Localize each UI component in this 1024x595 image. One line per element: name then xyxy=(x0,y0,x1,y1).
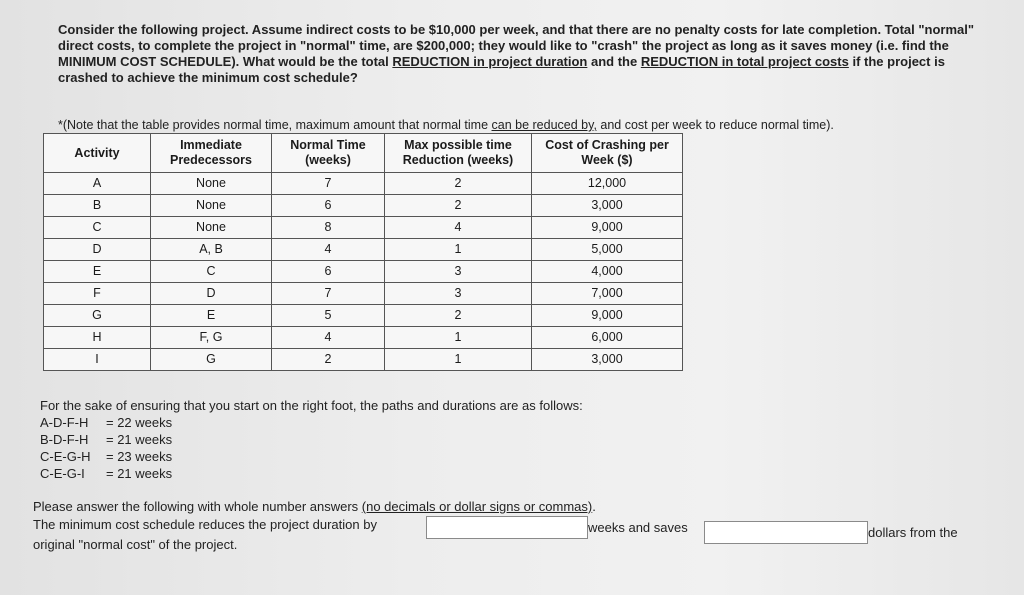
cell-crash-cost: 9,000 xyxy=(532,305,683,327)
cell-max-reduction: 2 xyxy=(385,195,532,217)
cell-predecessors: None xyxy=(151,217,272,239)
path-name: C-E-G-H xyxy=(40,449,91,464)
question-prompt: The minimum cost schedule reduces the project duration by xyxy=(33,517,377,532)
cell-activity: I xyxy=(44,349,151,371)
path-duration: = 23 weeks xyxy=(106,449,173,464)
cell-normal-time: 4 xyxy=(272,239,385,261)
cell-normal-time: 6 xyxy=(272,261,385,283)
paths-intro: For the sake of ensuring that you start on the right foot, the paths and durations are as follows: xyxy=(40,398,583,413)
cell-max-reduction: 3 xyxy=(385,283,532,305)
header-max-reduction: Max possible time Reduction (weeks) xyxy=(385,134,532,173)
cell-max-reduction: 1 xyxy=(385,349,532,371)
table-row xyxy=(44,261,683,283)
cell-activity: E xyxy=(44,261,151,283)
cell-predecessors: None xyxy=(151,195,272,217)
header-activity: Activity xyxy=(44,134,151,173)
path-name: C-E-G-I xyxy=(40,466,85,481)
table-header-row xyxy=(44,134,683,173)
paths-section xyxy=(40,397,583,482)
cell-activity: H xyxy=(44,327,151,349)
path-name: A-D-F-H xyxy=(40,415,89,430)
cell-max-reduction: 3 xyxy=(385,261,532,283)
path-duration: = 21 weeks xyxy=(106,466,173,481)
table-note: *(Note that the table provides normal time, maximum amount that normal time can be reduced by, and cost per week to reduce normal time). xyxy=(58,118,834,132)
table-row xyxy=(44,239,683,261)
table-row xyxy=(44,283,683,305)
cell-normal-time: 6 xyxy=(272,195,385,217)
problem-statement: Consider the following project. Assume indirect costs to be $10,000 per week, and that there are no penalty costs for late completion. Total "normal" direct costs, to complete the project in "normal" time, are $200,000; they would like to "crash" the project as long as it saves money (i.e. find the MINIMUM COST SCHEDULE). What would be the total REDUCTION in project duration and the REDUCTION in total project costs if the project is crashed to achieve the minimum cost schedule? xyxy=(58,22,975,85)
cell-activity: F xyxy=(44,283,151,305)
cell-activity: B xyxy=(44,195,151,217)
table-row xyxy=(44,305,683,327)
cell-predecessors: A, B xyxy=(151,239,272,261)
cell-normal-time: 7 xyxy=(272,173,385,195)
table-row xyxy=(44,195,683,217)
cell-crash-cost: 12,000 xyxy=(532,173,683,195)
cell-predecessors: E xyxy=(151,305,272,327)
path-name: B-D-F-H xyxy=(40,432,89,447)
activity-table xyxy=(43,133,683,371)
cell-normal-time: 5 xyxy=(272,305,385,327)
table-row xyxy=(44,349,683,371)
path-item xyxy=(40,431,583,448)
path-item xyxy=(40,448,583,465)
cell-crash-cost: 3,000 xyxy=(532,195,683,217)
question-instructions: Please answer the following with whole number answers (no decimals or dollar signs or commas). xyxy=(33,499,596,514)
path-item xyxy=(40,465,583,482)
weeks-label: weeks and saves xyxy=(588,520,688,535)
cell-activity: C xyxy=(44,217,151,239)
question-ending: original "normal cost" of the project. xyxy=(33,537,238,552)
cell-predecessors: D xyxy=(151,283,272,305)
cell-max-reduction: 4 xyxy=(385,217,532,239)
table-row xyxy=(44,217,683,239)
cell-crash-cost: 5,000 xyxy=(532,239,683,261)
cell-crash-cost: 3,000 xyxy=(532,349,683,371)
cell-max-reduction: 2 xyxy=(385,173,532,195)
cell-activity: D xyxy=(44,239,151,261)
cell-predecessors: None xyxy=(151,173,272,195)
dollars-saved-input[interactable] xyxy=(704,521,868,544)
path-duration: = 22 weeks xyxy=(106,415,173,430)
header-normal-time: Normal Time (weeks) xyxy=(272,134,385,173)
cell-crash-cost: 4,000 xyxy=(532,261,683,283)
header-crash-cost: Cost of Crashing per Week ($) xyxy=(532,134,683,173)
dollars-label: dollars from the xyxy=(868,525,958,540)
cell-predecessors: C xyxy=(151,261,272,283)
weeks-reduction-input[interactable] xyxy=(426,516,588,539)
cell-normal-time: 2 xyxy=(272,349,385,371)
cell-crash-cost: 6,000 xyxy=(532,327,683,349)
cell-predecessors: G xyxy=(151,349,272,371)
cell-normal-time: 8 xyxy=(272,217,385,239)
table-row xyxy=(44,173,683,195)
cell-normal-time: 4 xyxy=(272,327,385,349)
cell-max-reduction: 2 xyxy=(385,305,532,327)
cell-activity: A xyxy=(44,173,151,195)
table-row xyxy=(44,327,683,349)
cell-max-reduction: 1 xyxy=(385,239,532,261)
cell-max-reduction: 1 xyxy=(385,327,532,349)
cell-predecessors: F, G xyxy=(151,327,272,349)
cell-crash-cost: 7,000 xyxy=(532,283,683,305)
path-duration: = 21 weeks xyxy=(106,432,173,447)
cell-activity: G xyxy=(44,305,151,327)
cell-normal-time: 7 xyxy=(272,283,385,305)
header-predecessors: Immediate Predecessors xyxy=(151,134,272,173)
cell-crash-cost: 9,000 xyxy=(532,217,683,239)
path-item xyxy=(40,414,583,431)
